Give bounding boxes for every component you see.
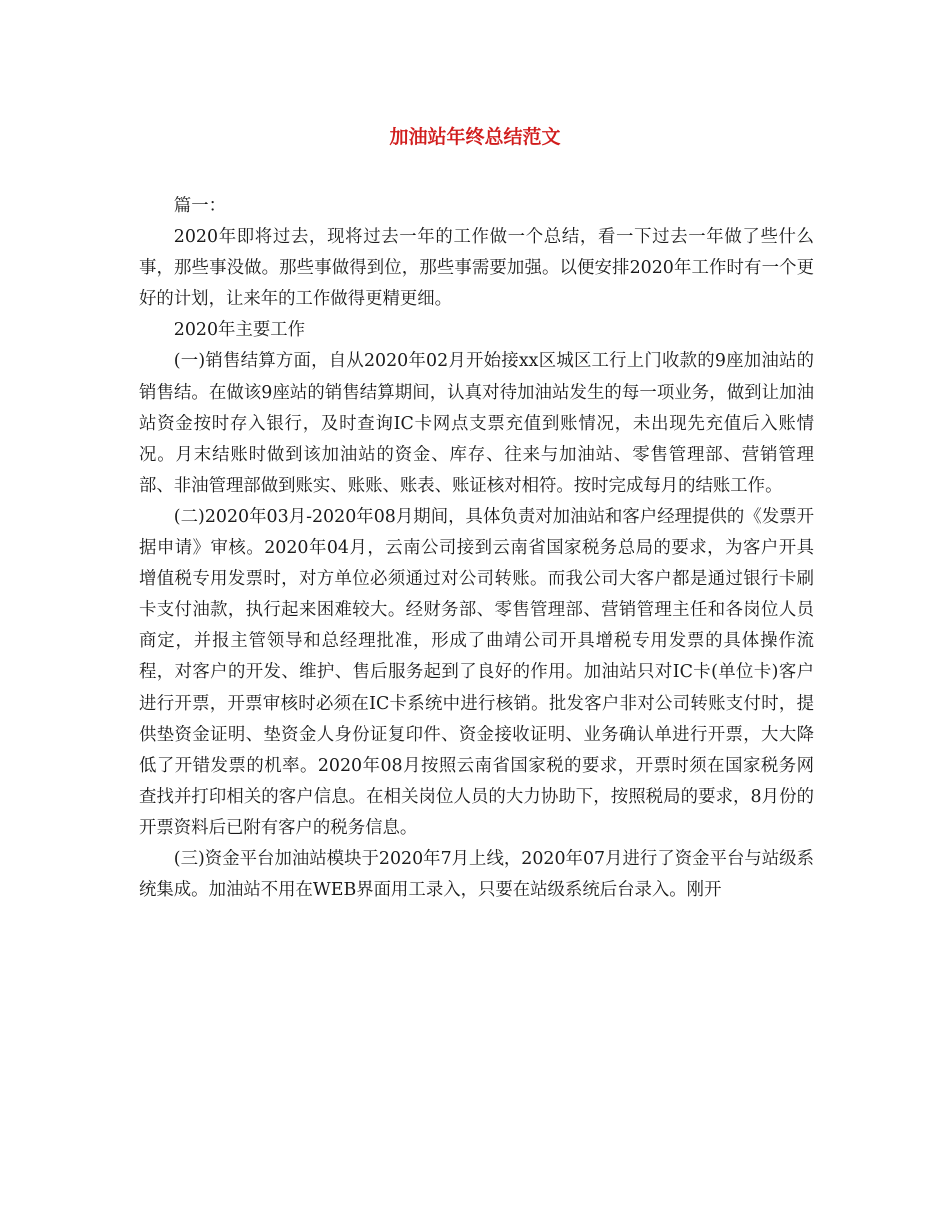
document-title: 加油站年终总结范文 [389, 126, 561, 148]
paragraph-section-label: 篇一： [173, 196, 226, 216]
paragraph-heading-main-work: 2020年主要工作 [173, 320, 306, 341]
paragraph-item-2: (二)2020年03月-2020年08月期间，具体负责对加油站和客户经理提供的《发票开据申请》审核。2020年04月，云南公司接到云南省国家税务总局的要求，为客户开具增值税专用发票时，对方单位必须通过对公司转账。而我公司大客户都是通过银行卡刷卡支付油款，执行起来困难较大。经财务部、零售管理部、营销管理主任和各岗位人员商定，并报主管领导和总经理批准，形成了曲靖公司开具增税专用发票的具体操作流程，对客户的开发、维护、售后服务起到了良好的作用。加油站只对IC卡(单位卡)客户进行开票，开票审核时必须在IC卡系统中进行核销。批发客户非对公司转账支付时，提供垫资金证明、垫资金人身份证复印件、资金接收证明、业务确认单进行开票，大大降低了开错发票的机率。2020年08月按照云南省国家税的要求，开票时须在国家税务网查找并打印相关的客户信息。在相关岗位人员的大力协助下，按照税局的要求，8月份的开票资料后已附有客户的税务信息。 [139, 506, 814, 838]
paragraph-intro: 2020年即将过去，现将过去一年的工作做一个总结，看一下过去一年做了些什么事，那些事没做。那些事做得到位，那些事需要加强。以便安排2020年工作时有一个更好的计划，让来年的工作做得更精更细。 [139, 227, 814, 310]
paragraph-item-3: (三)资金平台加油站模块于2020年7月上线，2020年07月进行了资金平台与站级系统集成。加油站不用在WEB界面用工录入，只要在站级系统后台录入。刚开 [139, 848, 814, 901]
document-body [139, 191, 814, 906]
paragraph-item-1: (一)销售结算方面，自从2020年02月开始接xx区城区工行上门收款的9座加油站的销售结。在做该9座站的销售结算期间，认真对待加油站发生的每一项业务，做到让加油站资金按时存入银行，及时查询IC卡网点支票充值到账情况，未出现先充值后入账情况。月末结账时做到该加油站的资金、库存、往来与加油站、零售管理部、营销管理部、非油管理部做到账实、账账、账表、账证核对相符。按时完成每月的结账工作。 [139, 351, 814, 496]
